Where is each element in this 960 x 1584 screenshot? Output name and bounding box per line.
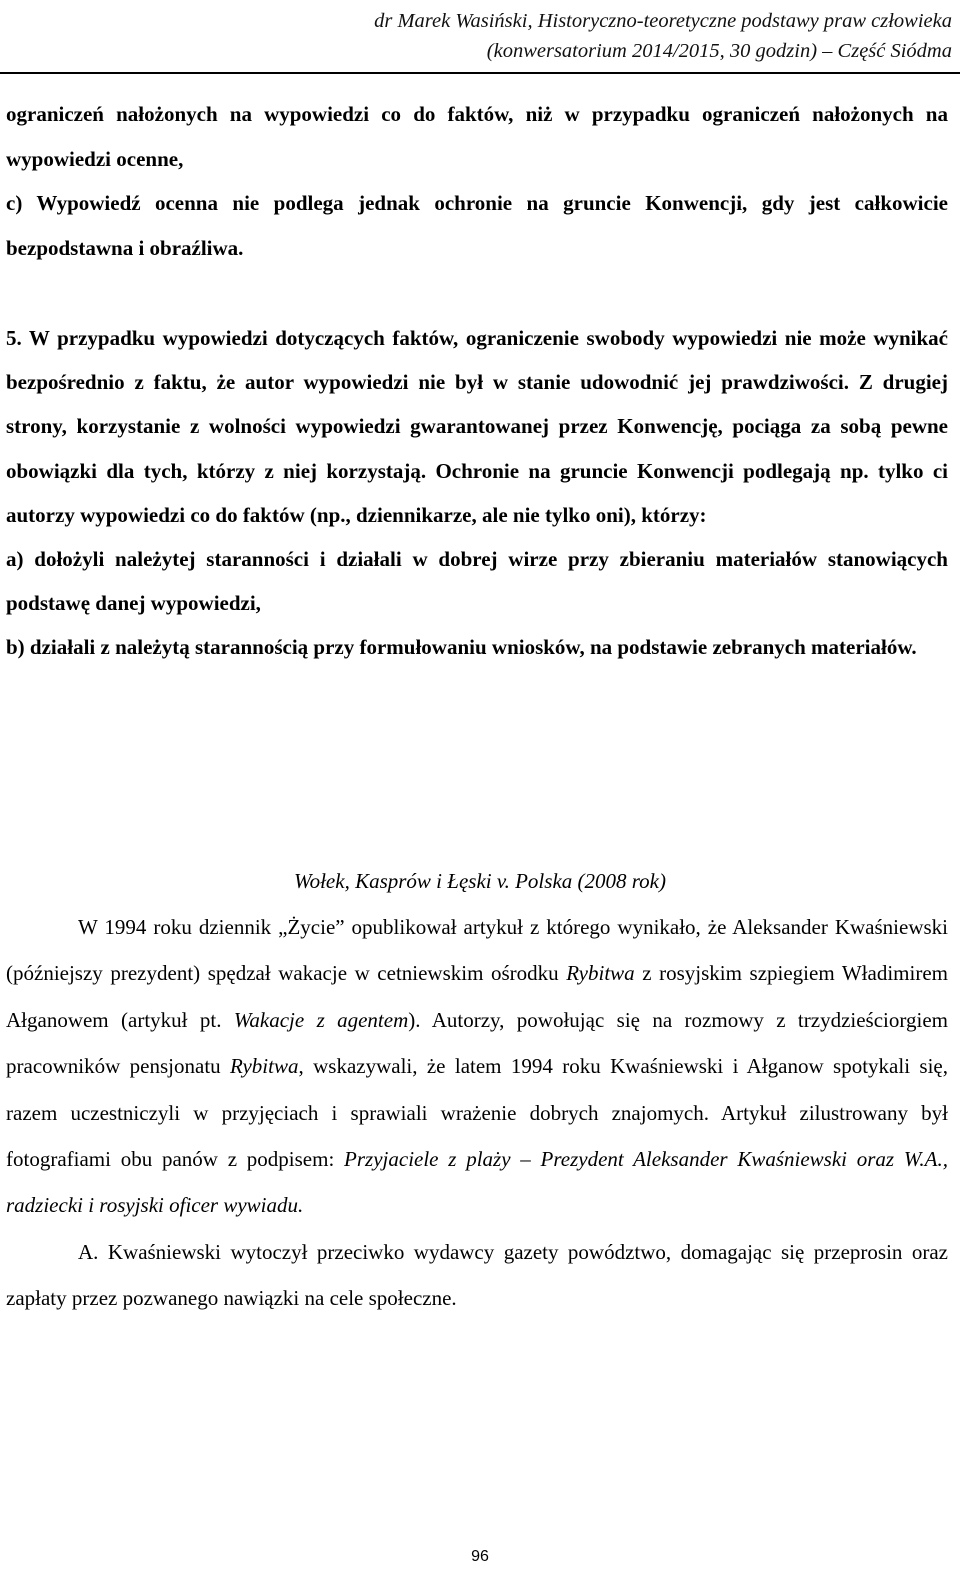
paragraph-restrictions: ograniczeń nałożonych na wypowiedzi co do faktów, niż w przypadku ograniczeń nałożonych na wypowiedzi ocenne, [6, 102, 948, 171]
case-description [6, 904, 948, 1322]
resort-name-1: Rybitwa [566, 961, 635, 986]
paragraph-point-5: 5. W przypadku wypowiedzi dotyczących faktów, ograniczenie swobody wypowiedzi nie może wynikać bezpośrednio z faktu, że autor wypowiedzi nie był w stanie udowodnić jej prawdziwości. Z drugiej strony, korzystanie z wolności wypowiedzi gwarantowanej przez Konwencję, pociąga za sobą pewne obowiązki dla tych, którzy z niej korzystają. Ochronie na gruncie Konwencji podlegają np. tylko ci autorzy wypowiedzi co do faktów (np., dziennikarze, ale nie tylko oni), którzy: [6, 326, 948, 527]
page-number: 96 [471, 1548, 489, 1565]
paragraph-lawsuit: A. Kwaśniewski wytoczył przeciwko wydawcy gazety powództwo, domagając się przeprosin oraz zapłaty przez pozwanego nawiązki na cele społeczne. [6, 1239, 948, 1311]
header-divider [0, 72, 960, 74]
paragraph-point-5a: a) dołożyli należytej staranności i działali w dobrej wirze przy zbieraniu materiałów stanowiących podstawę danej wypowiedzi, [6, 547, 948, 616]
paragraph-point-c: c) Wypowiedź ocenna nie podlega jednak ochronie na gruncie Konwencji, gdy jest całkowicie bezpodstawna i obraźliwa. [6, 191, 948, 260]
resort-name-2: Rybitwa [230, 1054, 299, 1079]
article-title: Wakacje z agentem [233, 1007, 409, 1032]
case-text-1: W 1994 roku dziennik „Życie” opublikował artykuł z którego wynikało, że Aleksander Kwaśniewski (późniejszy prezydent) spędzał wakacje w cetniewskim ośrodku [6, 915, 948, 986]
photo-caption: Przyjaciele z plaży – Prezydent Aleksander Kwaśniewski oraz W.A., radziecki i rosyjski oficer wywiadu. [6, 1147, 948, 1218]
paragraph-point-5b: b) działali z należytą starannością przy formułowaniu wniosków, na podstawie zebranych materiałów. [6, 635, 917, 660]
paragraph-case-facts [6, 904, 948, 1229]
case-text-3: ). Autorzy, powołując się na rozmowy z trzydzieściorgiem pracowników pensjonatu [6, 1007, 948, 1079]
case-title: Wołek, Kasprów i Łęski v. Polska (2008 rok) [294, 869, 666, 893]
header-line-2: (konwersatorium 2014/2015, 30 godzin) – Część Siódma [486, 40, 952, 62]
section-continuation [6, 92, 948, 270]
page-header [52, 6, 952, 66]
header-line-1: dr Marek Wasiński, Historyczno-teoretyczne podstawy praw człowieka [374, 10, 952, 32]
section-point-5 [6, 316, 948, 670]
case-text-4: , wskazywali, że latem 1994 roku Kwaśniewski i Ałganow spotykali się, razem uczestniczyli w przyjęciach i sprawiali wrażenie dobrych znajomych. Artykuł zilustrowany był fotografiami obu panów z podpisem: [6, 1054, 948, 1172]
case-text-2: z rosyjskim szpiegiem Władimirem Ałganowem (artykuł pt. [6, 961, 948, 1032]
